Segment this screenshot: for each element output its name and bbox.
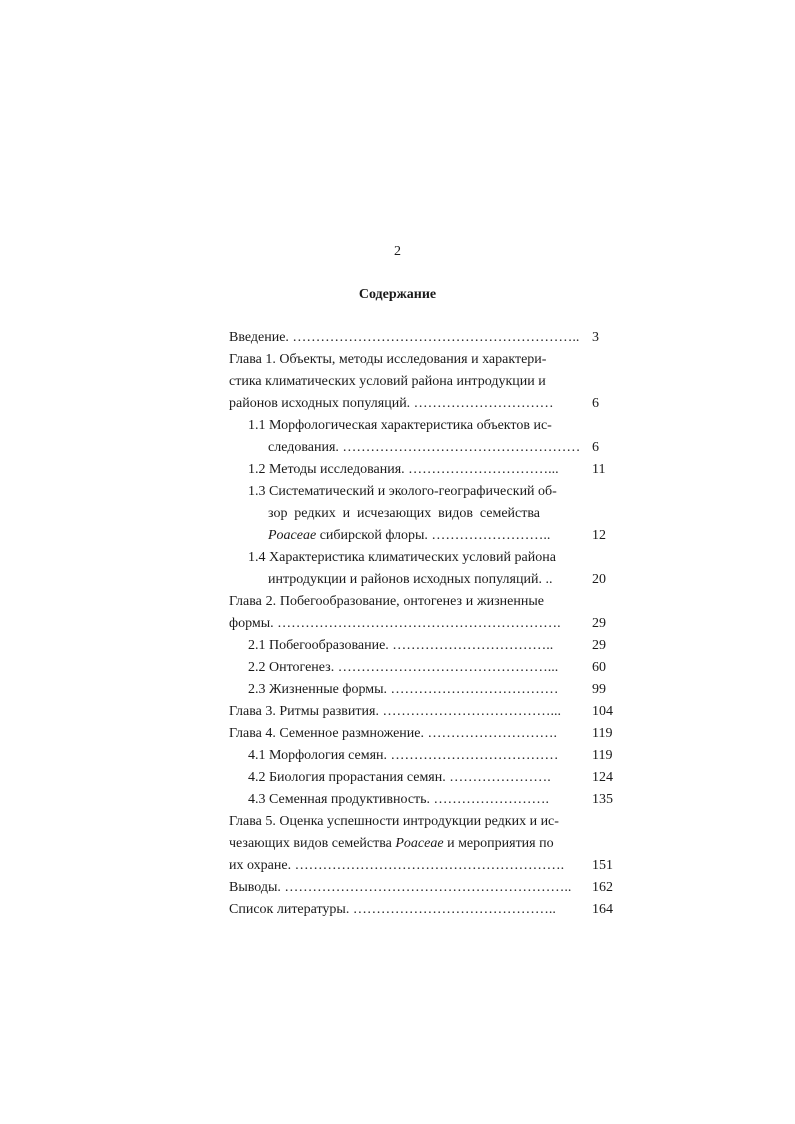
toc-row	[0, 723, 795, 745]
toc-row	[0, 393, 795, 415]
toc-row	[0, 547, 795, 569]
toc-entry-text: 2.3 Жизненные формы. ………………………………	[248, 682, 559, 697]
toc-entry-text: чезающих видов семейства Poaceae и мероприятия по	[229, 836, 554, 851]
toc-row	[0, 833, 795, 855]
toc-row	[0, 679, 795, 701]
toc-entry-text: зор редких и исчезающих видов семейства	[268, 506, 540, 521]
toc-entry-text: Список литературы. ……………………………………..	[229, 902, 556, 917]
toc-row	[0, 745, 795, 767]
toc-page-number: 60	[592, 660, 606, 675]
toc-page-number: 119	[592, 726, 613, 741]
toc-row	[0, 349, 795, 371]
toc-entry-text: 4.1 Морфология семян. ………………………………	[248, 748, 559, 763]
toc-entry-text: стика климатических условий района интродукции и	[229, 374, 546, 389]
toc-row	[0, 525, 795, 547]
toc-row	[0, 613, 795, 635]
toc-page-number: 151	[592, 858, 613, 873]
toc-page-number: 6	[592, 440, 599, 455]
toc-entry-text: Выводы. ……………………………………………………..	[229, 880, 572, 895]
toc-entry-text: следования. ……………………………………………	[268, 440, 581, 455]
toc-entry-text: Poaceae сибирской флоры. ……………………..	[268, 528, 551, 543]
toc-page-number: 162	[592, 880, 613, 895]
toc-entry-text: Глава 3. Ритмы развития. ………………………………...	[229, 704, 561, 719]
toc-entry-text: 1.2 Методы исследования. …………………………...	[248, 462, 559, 477]
toc-entry-text: их охране. ………………………………………………….	[229, 858, 565, 873]
toc-entry-text: районов исходных популяций. …………………………	[229, 396, 554, 411]
toc-entry-text: Введение. ……………………………………………………..	[229, 330, 580, 345]
toc-entry-text: формы. …………………………………………………….	[229, 616, 561, 631]
toc-row	[0, 481, 795, 503]
toc-entry-text: 4.2 Биология прорастания семян. ………………….	[248, 770, 551, 785]
taxon-name: Poaceae	[268, 528, 317, 543]
toc-row	[0, 371, 795, 393]
toc-row	[0, 437, 795, 459]
toc-row	[0, 767, 795, 789]
toc-entry-text: 2.2 Онтогенез. ………………………………………...	[248, 660, 559, 675]
toc-entry-text: 1.1 Морфологическая характеристика объектов ис-	[248, 418, 552, 433]
toc-row	[0, 789, 795, 811]
toc-row	[0, 877, 795, 899]
toc-entry-text: 1.3 Систематический и эколого-географический об-	[248, 484, 557, 499]
toc-entry-text: интродукции и районов исходных популяций. ..	[268, 572, 553, 587]
toc-row	[0, 701, 795, 723]
toc-title: Содержание	[358, 287, 437, 302]
toc-page-number: 99	[592, 682, 606, 697]
toc-row	[0, 591, 795, 613]
toc-page-number: 3	[592, 330, 599, 345]
toc-page-number: 119	[592, 748, 613, 763]
taxon-name: Poaceae	[395, 836, 444, 851]
toc-entry-text: Глава 5. Оценка успешности интродукции редких и ис-	[229, 814, 559, 829]
toc-page-number: 29	[592, 638, 606, 653]
toc-entry-text: 1.4 Характеристика климатических условий района	[248, 550, 556, 565]
toc-page-number: 20	[592, 572, 606, 587]
toc-row	[0, 327, 795, 349]
toc-row	[0, 459, 795, 481]
page-number: 2	[394, 244, 401, 259]
toc-row	[0, 569, 795, 591]
toc-page-number: 135	[592, 792, 613, 807]
toc-row	[0, 855, 795, 877]
toc-page-number: 29	[592, 616, 606, 631]
toc-row	[0, 657, 795, 679]
toc-row	[0, 899, 795, 921]
toc-page-number: 164	[592, 902, 613, 917]
toc-page-number: 124	[592, 770, 613, 785]
toc-row	[0, 635, 795, 657]
toc-row	[0, 415, 795, 437]
toc-page-number: 12	[592, 528, 606, 543]
toc-page-number: 104	[592, 704, 613, 719]
toc-page-number: 11	[592, 462, 606, 477]
toc-entry-text: 2.1 Побегообразование. ……………………………..	[248, 638, 554, 653]
toc-row	[0, 503, 795, 525]
toc-entry-text: 4.3 Семенная продуктивность. …………………….	[248, 792, 550, 807]
toc-row	[0, 811, 795, 833]
toc-entry-text: Глава 4. Семенное размножение. ……………………….	[229, 726, 557, 741]
toc-entry-text: Глава 1. Объекты, методы исследования и характери-	[229, 352, 547, 367]
toc-page-number: 6	[592, 396, 599, 411]
toc-entry-text: Глава 2. Побегообразование, онтогенез и жизненные	[229, 594, 544, 609]
